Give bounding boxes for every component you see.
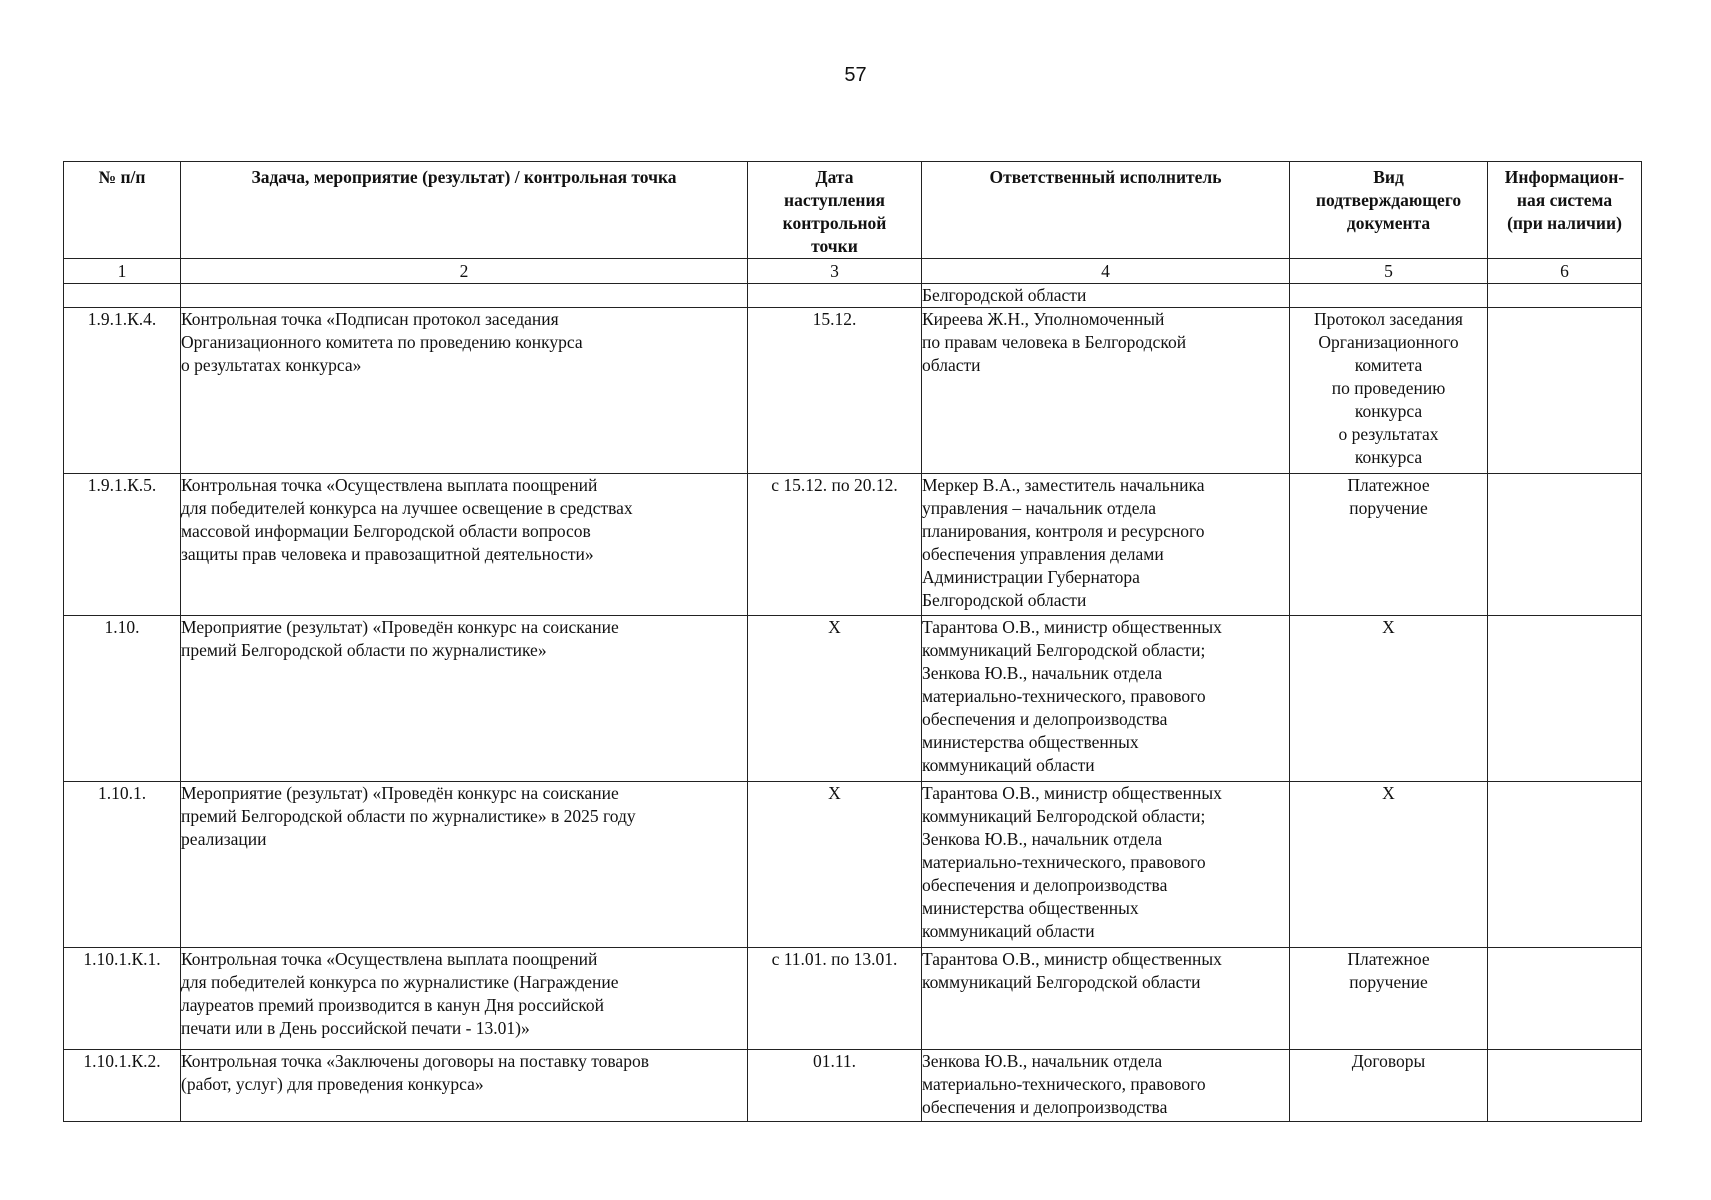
row-number: 1.9.1.К.4. xyxy=(64,308,181,474)
continuation-row xyxy=(64,284,1642,308)
header-num: № п/п xyxy=(64,162,181,259)
row-doc-type: Платежное поручение xyxy=(1290,474,1488,616)
column-number: 4 xyxy=(922,259,1290,284)
row-info-system xyxy=(1488,948,1642,1050)
row-date: Х xyxy=(748,782,922,948)
table-row xyxy=(64,308,1642,474)
column-number: 1 xyxy=(64,259,181,284)
column-number-row xyxy=(64,259,1642,284)
header-task: Задача, мероприятие (результат) / контрольная точка xyxy=(181,162,748,259)
row-date: 01.11. xyxy=(748,1050,922,1122)
table-row xyxy=(64,948,1642,1050)
table-row xyxy=(64,474,1642,616)
table-row xyxy=(64,1050,1642,1122)
row-responsible: Тарантова О.В., министр общественных коммуникаций Белгородской области; Зенкова Ю.В., начальник отдела материально-технического, правового обеспечения и делопроизводства министерства общественных коммуникаций области xyxy=(922,616,1290,782)
plan-table xyxy=(63,161,1642,1122)
column-number: 3 xyxy=(748,259,922,284)
column-number: 2 xyxy=(181,259,748,284)
row-task: Мероприятие (результат) «Проведён конкурс на соискание премий Белгородской области по журналистике» xyxy=(181,616,748,782)
row-responsible: Тарантова О.В., министр общественных коммуникаций Белгородской области; Зенкова Ю.В., начальник отдела материально-технического, правового обеспечения и делопроизводства министерства общественных коммуникаций области xyxy=(922,782,1290,948)
table-row xyxy=(64,616,1642,782)
row-info-system xyxy=(1488,308,1642,474)
row-number: 1.10.1. xyxy=(64,782,181,948)
header-responsible: Ответственный исполнитель xyxy=(922,162,1290,259)
header-doc-type: Вид подтверждающего документа xyxy=(1290,162,1488,259)
header-row xyxy=(64,162,1642,259)
row-responsible: Меркер В.А., заместитель начальника управления – начальник отдела планирования, контроля и ресурсного обеспечения управления делами Администрации Губернатора Белгородской области xyxy=(922,474,1290,616)
row-date: Х xyxy=(748,616,922,782)
row-responsible: Тарантова О.В., министр общественных коммуникаций Белгородской области xyxy=(922,948,1290,1050)
row-task: Контрольная точка «Подписан протокол заседания Организационного комитета по проведению конкурса о результатах конкурса» xyxy=(181,308,748,474)
header-date: Дата наступления контрольной точки xyxy=(748,162,922,259)
column-number: 5 xyxy=(1290,259,1488,284)
row-info-system xyxy=(1488,782,1642,948)
row-info-system xyxy=(1488,1050,1642,1122)
row-number: 1.10.1.К.2. xyxy=(64,1050,181,1122)
row-date: с 11.01. по 13.01. xyxy=(748,948,922,1050)
column-number: 6 xyxy=(1488,259,1642,284)
row-task: Контрольная точка «Заключены договоры на поставку товаров (работ, услуг) для проведения конкурса» xyxy=(181,1050,748,1122)
row-task: Мероприятие (результат) «Проведён конкурс на соискание премий Белгородской области по журналистике» в 2025 году реализации xyxy=(181,782,748,948)
row-info-system xyxy=(1488,474,1642,616)
row-date: с 15.12. по 20.12. xyxy=(748,474,922,616)
row-doc-type: Договоры xyxy=(1290,1050,1488,1122)
row-doc-type: Х xyxy=(1290,782,1488,948)
row-doc-type: Протокол заседания Организационного комитета по проведению конкурса о результатах конкурса xyxy=(1290,308,1488,474)
header-info-system: Информацион- ная система (при наличии) xyxy=(1488,162,1642,259)
row-info-system xyxy=(1488,616,1642,782)
row-responsible: Киреева Ж.Н., Уполномоченный по правам человека в Белгородской области xyxy=(922,308,1290,474)
row-number: 1.9.1.К.5. xyxy=(64,474,181,616)
row-number: 1.10.1.К.1. xyxy=(64,948,181,1050)
row-number: 1.10. xyxy=(64,616,181,782)
page-number: 57 xyxy=(844,64,867,86)
row-date: 15.12. xyxy=(748,308,922,474)
continuation-text: Белгородской области xyxy=(922,284,1290,308)
table-row xyxy=(64,782,1642,948)
row-responsible: Зенкова Ю.В., начальник отдела материально-технического, правового обеспечения и делопроизводства xyxy=(922,1050,1290,1122)
row-doc-type: Платежное поручение xyxy=(1290,948,1488,1050)
row-doc-type: Х xyxy=(1290,616,1488,782)
row-task: Контрольная точка «Осуществлена выплата поощрений для победителей конкурса на лучшее освещение в средствах массовой информации Белгородской области вопросов защиты прав человека и правозащитной деятельности» xyxy=(181,474,748,616)
row-task: Контрольная точка «Осуществлена выплата поощрений для победителей конкурса по журналистике (Награждение лауреатов премий производится в канун Дня российской печати или в День российской печати - 13.01)» xyxy=(181,948,748,1050)
